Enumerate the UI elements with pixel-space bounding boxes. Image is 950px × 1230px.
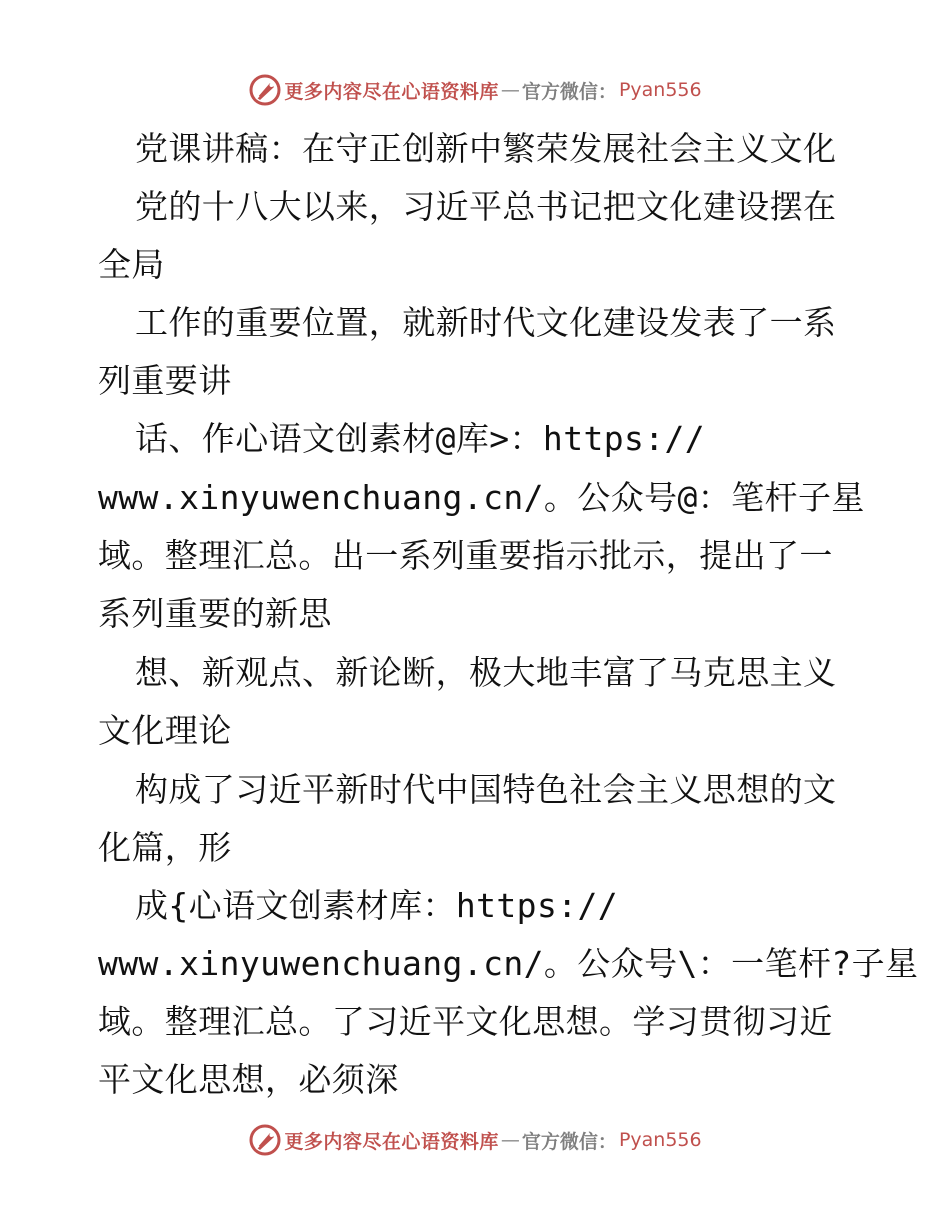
text-line: 全局 — [98, 245, 165, 284]
text-line: 工作的重要位置，就新时代文化建设发表了一系 — [135, 303, 837, 342]
banner-separator: — — [500, 79, 520, 101]
text-line: 话、作心语文创素材@库>：https:// — [135, 419, 706, 458]
banner-wechat-label: 官方微信： — [521, 80, 617, 103]
text-line: 构成了习近平新时代中国特色社会主义思想的文 — [135, 770, 837, 809]
text-line: 文化理论 — [98, 711, 232, 750]
banner-separator: — — [500, 1129, 520, 1151]
pen-nib-logo-icon — [248, 1123, 282, 1157]
text-line: 域。整理汇总。出一系列重要指示批示，提出了一 — [98, 536, 833, 575]
header-banner — [0, 70, 950, 110]
banner-brand: 更多内容尽在心语资料库 — [284, 80, 499, 103]
text-line: 域。整理汇总。了习近平文化思想。学习贯彻习近 — [98, 1002, 833, 1041]
banner-wechat-id: Pyan556 — [618, 79, 702, 101]
text-line: 党的十八大以来，习近平总书记把文化建设摆在 — [135, 187, 837, 226]
text-line: 列重要讲 — [98, 361, 232, 400]
banner-wechat-id: Pyan556 — [618, 1129, 702, 1151]
banner-brand: 更多内容尽在心语资料库 — [284, 1130, 499, 1153]
text-line: 系列重要的新思 — [98, 594, 332, 633]
text-line: 成{心语文创素材库：https:// — [135, 886, 619, 925]
footer-banner — [0, 1120, 950, 1160]
text-line: www.xinyuwenchuang.cn/。公众号\：一笔杆?子星 — [98, 944, 919, 983]
text-line: 平文化思想，必须深 — [98, 1060, 399, 1099]
banner-wechat-label: 官方微信： — [521, 1130, 617, 1153]
text-line: 想、新观点、新论断，极大地丰富了马克思主义 — [135, 653, 837, 692]
document-title: 党课讲稿：在守正创新中繁荣发展社会主义文化 — [135, 129, 837, 168]
text-line: www.xinyuwenchuang.cn/。公众号@：笔杆子星 — [98, 478, 865, 517]
pen-nib-logo-icon — [248, 73, 282, 107]
text-line: 化篇，形 — [98, 828, 232, 867]
